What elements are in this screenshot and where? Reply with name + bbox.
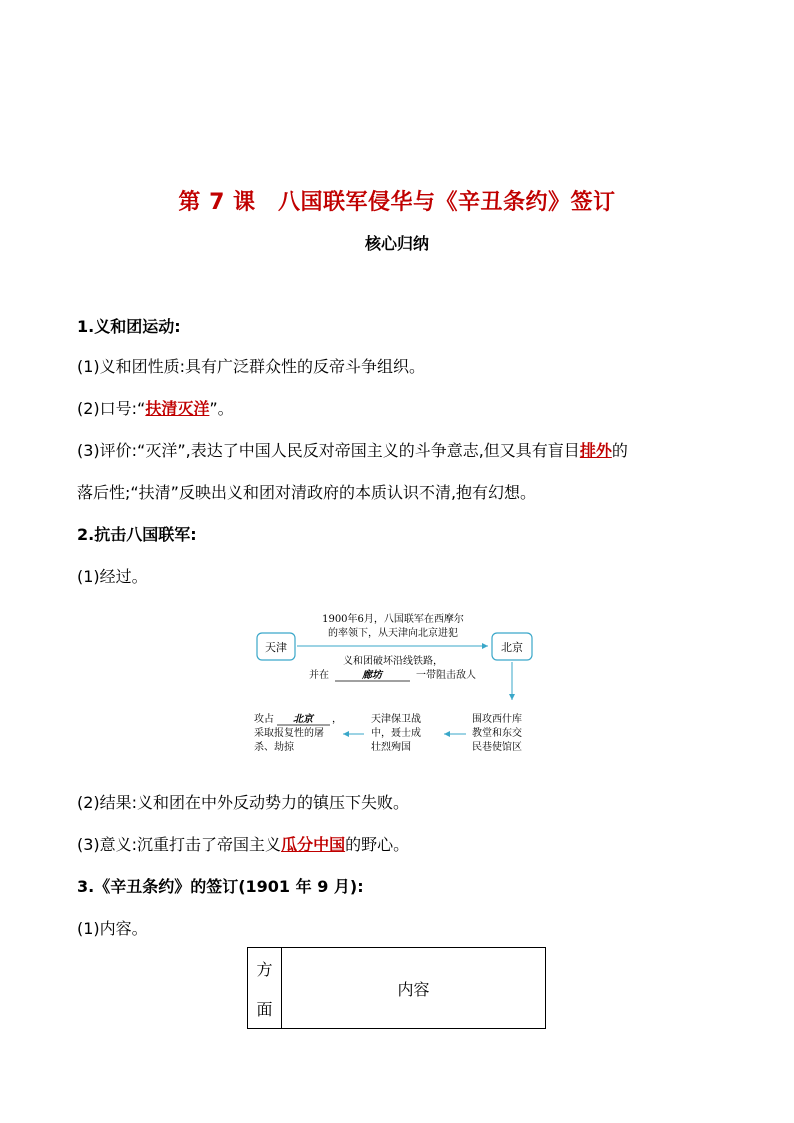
mid-text-suffix: 一带阻击敌人 <box>416 670 476 681</box>
right-text-2: 教堂和东交 <box>472 728 522 739</box>
left-text-2: 采取报复性的屠 <box>254 728 324 739</box>
mid-text-1: 义和团破坏沿线铁路， <box>343 656 443 667</box>
content-line: (1)内容。 <box>77 919 148 938</box>
slogan-prefix: (2)口号:“ <box>77 399 146 418</box>
result-line: (2)结果:义和团在中外反动势力的镇压下失败。 <box>77 793 410 812</box>
evaluation-prefix: (3)评价:“灭洋”,表达了中国人民反对帝国主义的斗争意志,但又具有盲目 <box>77 441 580 460</box>
left-blank-answer: 北京 <box>293 714 313 725</box>
treaty-content-table <box>247 947 546 1029</box>
mid-col-text-1: 天津保卫战 <box>371 714 421 725</box>
significance-prefix: (3)意义:沉重打击了帝国主义 <box>77 835 282 854</box>
right-text-3: 民巷使馆区 <box>472 742 522 753</box>
evaluation-answer: 排外 <box>579 441 612 460</box>
heading-resist-allies: 2.抗击八国联军: <box>77 525 197 544</box>
arrow1-text-1: 1900年6月，八国联军在西摩尔 <box>322 614 464 625</box>
table-header-aspect-char-1: 方 <box>256 959 273 979</box>
evaluation-suffix: 的 <box>611 441 628 460</box>
slogan-answer: 扶清灭洋 <box>145 399 210 418</box>
right-text-1: 围攻西什库 <box>472 714 522 725</box>
arrow1-text-2: 的率领下，从天津向北京进犯 <box>328 628 458 639</box>
boxer-slogan-line <box>77 398 234 420</box>
significance-suffix: 的野心。 <box>345 835 410 854</box>
mid-col-text-2: 中，聂士成 <box>371 728 421 739</box>
boxer-evaluation-line <box>77 440 628 462</box>
heading-treaty: 3.《辛丑条约》的签订(1901 年 9 月): <box>77 877 364 896</box>
significance-line <box>77 834 409 856</box>
process-diagram <box>250 605 550 760</box>
box-beijing-label: 北京 <box>501 641 523 654</box>
page-title: 第 7 课 八国联军侵华与《辛丑条约》签订 <box>178 190 616 215</box>
heading-boxer-movement: 1.义和团运动: <box>77 317 181 336</box>
table-header-content: 内容 <box>397 979 430 999</box>
slogan-suffix: ”。 <box>209 399 234 418</box>
section-subtitle: 核心归纳 <box>364 234 429 253</box>
left-text-prefix: 攻占 <box>254 714 274 725</box>
process-line: (1)经过。 <box>77 567 148 586</box>
box-tianjin-label: 天津 <box>265 641 287 654</box>
mid-blank-answer: 廊坊 <box>362 670 382 681</box>
significance-answer: 瓜分中国 <box>281 835 346 854</box>
table-header-aspect-char-2: 面 <box>256 999 273 1019</box>
mid-text-prefix: 并在 <box>309 670 329 681</box>
table-header-aspect <box>248 948 282 1028</box>
mid-col-text-3: 壮烈殉国 <box>371 742 411 753</box>
boxer-evaluation-line-2: 落后性;“扶清”反映出义和团对清政府的本质认识不清,抱有幻想。 <box>77 483 537 502</box>
left-text-3: 杀、劫掠 <box>254 742 294 753</box>
left-text-suffix: ， <box>332 714 342 725</box>
boxer-nature-line: (1)义和团性质:具有广泛群众性的反帝斗争组织。 <box>77 357 426 376</box>
